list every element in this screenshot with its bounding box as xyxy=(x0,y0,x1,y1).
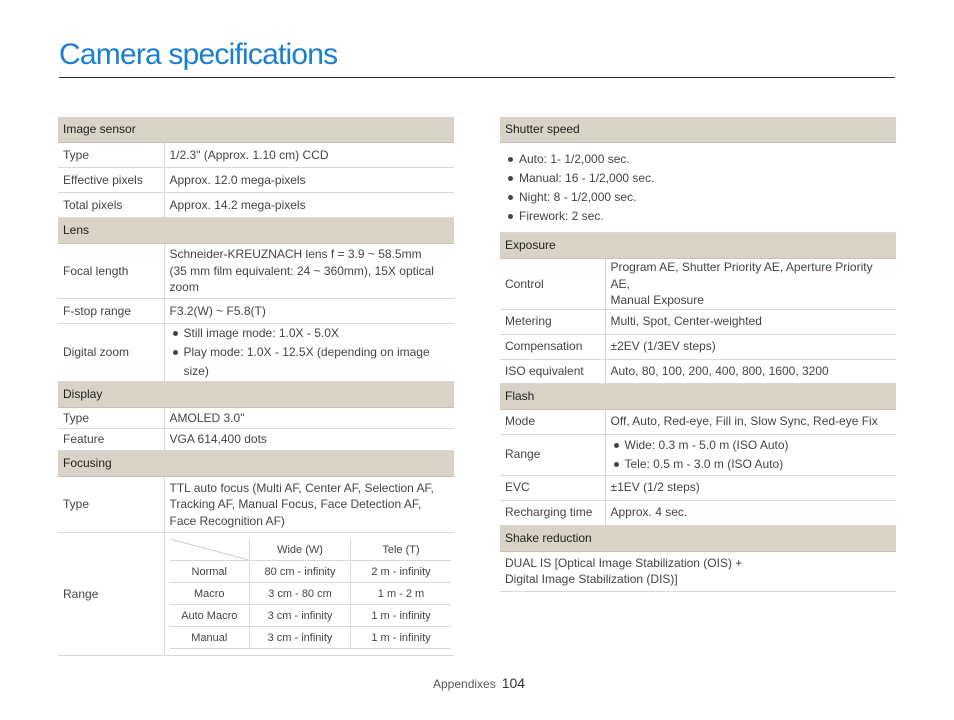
section-header-image-sensor xyxy=(58,117,454,143)
spec-value-line: zoom xyxy=(169,280,199,295)
column-header-tele: Tele (T) xyxy=(351,539,452,561)
spec-value-line: TTL auto focus (Multi AF, Center AF, Selection AF, xyxy=(169,480,434,495)
tele-range: 1 m - 2 m xyxy=(351,583,452,605)
spec-label: EVC xyxy=(500,475,605,500)
tele-range: 1 m - infinity xyxy=(351,627,452,649)
wide-range: 3 cm - 80 cm xyxy=(250,583,351,605)
spec-value: Multi, Spot, Center-weighted xyxy=(605,309,896,334)
spec-value: 1/2.3" (Approx. 1.10 cm) CCD xyxy=(164,143,454,168)
bullet-list xyxy=(611,436,892,474)
spec-label: Mode xyxy=(500,409,605,434)
spec-value-line: Program AE, Shutter Priority AE, Aperture Priority AE, xyxy=(610,260,873,291)
spec-value-line: Tracking AF, Manual Focus, Face Detection AF, xyxy=(169,497,422,512)
spec-row-total-pixels xyxy=(58,193,454,218)
tele-range: 1 m - infinity xyxy=(351,605,452,627)
spec-label: Range xyxy=(58,533,164,656)
spec-value-line: DUAL IS [Optical Image Stabilization (OIS) + xyxy=(505,555,743,570)
spec-value-line: (35 mm film equivalent: 24 ~ 360mm), 15X optical xyxy=(169,263,434,278)
page-footer xyxy=(433,675,525,691)
spec-row-shake-reduction xyxy=(500,551,896,591)
spec-row-flash-mode xyxy=(500,409,896,434)
spec-value xyxy=(500,551,896,591)
spec-row-focal-length xyxy=(58,244,454,299)
focus-range-table xyxy=(170,539,452,649)
spec-row-effective-pixels xyxy=(58,168,454,193)
table-row xyxy=(170,605,452,627)
wide-range: 80 cm - infinity xyxy=(250,561,351,583)
spec-label: Type xyxy=(58,477,164,533)
spec-value-line: Manual Exposure xyxy=(610,293,704,307)
spec-value-line: Schneider-KREUZNACH lens f = 3.9 ~ 58.5mm xyxy=(169,247,422,262)
spec-value-line: Digital Image Stabilization (DIS)] xyxy=(505,572,678,586)
spec-label: Effective pixels xyxy=(58,168,164,193)
spec-row-focus-type xyxy=(58,477,454,533)
section-header-lens xyxy=(58,218,454,244)
left-spec-column xyxy=(58,117,454,656)
table-row xyxy=(170,561,452,583)
focus-mode: Macro xyxy=(170,583,250,605)
spec-row-compensation xyxy=(500,334,896,359)
bullet-list xyxy=(170,324,450,381)
column-header-wide: Wide (W) xyxy=(250,539,351,561)
focus-mode: Manual xyxy=(170,627,250,649)
spec-value: F3.2(W) ~ F5.8(T) xyxy=(164,299,454,324)
bullet-item: Night: 8 - 1/2,000 sec. xyxy=(505,188,891,207)
spec-label: Total pixels xyxy=(58,193,164,218)
section-title: Focusing xyxy=(58,451,454,477)
table-row xyxy=(170,583,452,605)
spec-label: Focal length xyxy=(58,244,164,299)
page-title: Camera specifications xyxy=(59,38,338,71)
section-title: Shake reduction xyxy=(500,525,896,551)
spec-value: Approx. 14.2 mega-pixels xyxy=(164,193,454,218)
spec-label: Type xyxy=(58,143,164,168)
spec-value: Approx. 4 sec. xyxy=(605,500,896,525)
spec-value xyxy=(500,143,896,233)
spec-row-display-type xyxy=(58,408,454,429)
tele-range: 2 m - infinity xyxy=(351,561,452,583)
section-title: Lens xyxy=(58,218,454,244)
spec-value xyxy=(605,434,896,475)
spec-label: Recharging time xyxy=(500,500,605,525)
wide-range: 3 cm - infinity xyxy=(250,605,351,627)
spec-label: Control xyxy=(500,259,605,310)
section-header-shutter-speed xyxy=(500,117,896,143)
focus-mode: Auto Macro xyxy=(170,605,250,627)
right-spec-table xyxy=(500,117,896,592)
spec-label: Feature xyxy=(58,429,164,451)
bullet-item: Play mode: 1.0X - 12.5X (depending on image size) xyxy=(170,343,450,381)
spec-value: Auto, 80, 100, 200, 400, 800, 1600, 3200 xyxy=(605,359,896,383)
right-spec-column xyxy=(500,117,896,592)
spec-value xyxy=(164,477,454,533)
focus-mode: Normal xyxy=(170,561,250,583)
section-title: Display xyxy=(58,382,454,408)
bullet-item: Still image mode: 1.0X - 5.0X xyxy=(170,324,450,343)
spec-row-evc xyxy=(500,475,896,500)
spec-value: ±1EV (1/2 steps) xyxy=(605,475,896,500)
spec-row-focus-range xyxy=(58,533,454,656)
spec-value xyxy=(164,244,454,299)
spec-row-digital-zoom xyxy=(58,324,454,382)
section-title: Shutter speed xyxy=(500,117,896,143)
section-header-flash xyxy=(500,383,896,409)
spec-value xyxy=(164,533,454,656)
spec-row-iso-equivalent xyxy=(500,359,896,383)
section-header-display xyxy=(58,382,454,408)
spec-label: Type xyxy=(58,408,164,429)
diagonal-corner-cell xyxy=(170,539,250,561)
title-divider xyxy=(59,77,895,78)
spec-label: Range xyxy=(500,434,605,475)
wide-range: 3 cm - infinity xyxy=(250,627,351,649)
spec-label: F-stop range xyxy=(58,299,164,324)
left-spec-table xyxy=(58,117,454,656)
footer-section-name: Appendixes xyxy=(433,677,496,691)
spec-row-metering xyxy=(500,309,896,334)
spec-value xyxy=(164,324,454,382)
spec-row-recharging-time xyxy=(500,500,896,525)
section-header-focusing xyxy=(58,451,454,477)
spec-row-fstop-range xyxy=(58,299,454,324)
spec-value: Approx. 12.0 mega-pixels xyxy=(164,168,454,193)
spec-value: ±2EV (1/3EV steps) xyxy=(605,334,896,359)
spec-value-line: Face Recognition AF) xyxy=(169,513,285,528)
spec-row-display-feature xyxy=(58,429,454,451)
bullet-item: Firework: 2 sec. xyxy=(505,207,891,226)
section-title: Flash xyxy=(500,383,896,409)
spec-label: Metering xyxy=(500,309,605,334)
bullet-item: Tele: 0.5 m - 3.0 m (ISO Auto) xyxy=(611,455,892,474)
spec-value: Off, Auto, Red-eye, Fill in, Slow Sync, Red-eye Fix xyxy=(605,409,896,434)
spec-label: Digital zoom xyxy=(58,324,164,382)
section-title: Exposure xyxy=(500,233,896,259)
spec-value xyxy=(605,259,896,310)
table-row xyxy=(170,627,452,649)
section-header-shake-reduction xyxy=(500,525,896,551)
spec-label: Compensation xyxy=(500,334,605,359)
spec-value: AMOLED 3.0" xyxy=(164,408,454,429)
spec-value: VGA 614,400 dots xyxy=(164,429,454,451)
page-number: 104 xyxy=(501,675,526,691)
spec-row-shutter-speeds xyxy=(500,143,896,233)
bullet-item: Auto: 1- 1/2,000 sec. xyxy=(505,150,891,169)
spec-row-exposure-control xyxy=(500,259,896,310)
section-title: Image sensor xyxy=(58,117,454,143)
focus-range-header-row xyxy=(170,539,452,561)
bullet-list xyxy=(505,150,891,226)
section-header-exposure xyxy=(500,233,896,259)
spec-label: ISO equivalent xyxy=(500,359,605,383)
bullet-item: Wide: 0.3 m - 5.0 m (ISO Auto) xyxy=(611,436,892,455)
spec-row-sensor-type xyxy=(58,143,454,168)
bullet-item: Manual: 16 - 1/2,000 sec. xyxy=(505,169,891,188)
spec-row-flash-range xyxy=(500,434,896,475)
